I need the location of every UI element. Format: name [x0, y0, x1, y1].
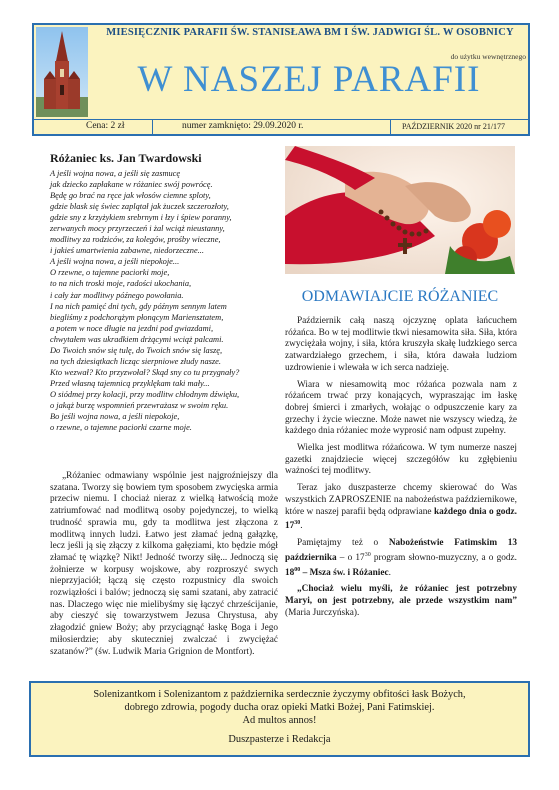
article-paragraph: Pamiętajmy też o Nabożeństwie Fatimskim 13 października – o $17^{30}$ program słowno-muzyczny, a o godz. $18^{00}$ – Msza św. i Różaniec.: [285, 538, 517, 578]
poem-line: i jakieś umartwienia zabawne, niedorzeczne...: [50, 246, 204, 256]
article-paragraph: Wiara w niesamowitą moc różańca pozwala nam z różańcem trwać przy konających, wypraszając im łaskę dobrej śmierci i zmarłych, wołając o odpuszczenie kary za grzechy i życie wieczne. Może nawet nie wszyscy wiedzą, że każdego dnia różaniec może wyprosić nam odpust zupełny.: [285, 379, 517, 437]
article-paragraph: „Chociaż wielu myśli, że różaniec jest potrzebny Maryi, on jest potrzebny, ale przede wszystkim nam” (Maria Jurczyńska).: [285, 584, 517, 618]
article-paragraph: Październik całą naszą ojczyznę oplata łańcuchem różańca. Bo w tej modlitwie tkwi niesamowita siła. Siła, która zwyciężała wojny, i siła, która kruszyła skałę ludzkiego serca zatwardziałego grzechem, i siła, która dawała ludziom uzdrowienie i wlewała w ich serca nadzieję.: [285, 316, 517, 373]
poem-line: i cały żar modlitwy późnego powołania.: [50, 290, 184, 300]
closing-date: numer zamknięto: 29.09.2020 r.: [182, 121, 304, 131]
poem-line: o jakąż burzę wspomnień przewrażasz w swoim ręku.: [50, 400, 229, 410]
poem-line: Będę go brać na ręce jak włosów ciemne sploty,: [50, 191, 211, 201]
internal-use-note: do użytku wewnętrznego: [450, 52, 526, 61]
poem-line: to na nich troski moje, radości ukochania,: [50, 279, 192, 289]
poem-line: O rzewne, o tajemne paciorki moje,: [50, 268, 170, 278]
wishes-signature: Duszpasterze i Redakcja: [228, 734, 331, 745]
poem-line: gdzie sny z krzyżykiem srebrnym i łzy i śpiew poranny,: [50, 213, 232, 223]
newsletter-title: W NASZEJ PARAFII: [137, 59, 481, 100]
poem-line: Kto wezwał? Kto przyzwołał? Skąd sny co tu przygnały?: [50, 367, 240, 377]
poem-line: gdzie blask się świec zaplątał jak żuczek szczerozłoty,: [50, 202, 229, 212]
poem-line: zerwanych mocy przyrzeczeń i żal wciąż nieustanny,: [50, 224, 225, 234]
poem-line: a potem w noce długie na jezdni pod gwiazdami,: [50, 323, 214, 333]
poem: [50, 168, 276, 433]
wishes-line: dobrego zdrowia, pogody ducha oraz opieki Matki Bożej, Pani Fatimskiej.: [124, 702, 435, 713]
poem-line: biegliśmy z podchorążym płonącym Mariensztatem,: [50, 312, 224, 322]
wishes-box: [29, 681, 530, 757]
issue-number: PAŹDZIERNIK 2020 nr 21/177: [402, 122, 506, 131]
poem-line: chwytałem was ukradkiem drżącymi wciąż palcami.: [50, 334, 224, 344]
poem-line: A jeśli wojna nowa, a jeśli się zasmucę: [50, 169, 181, 178]
poem-line: A jeśli wojna nowa, a jeśli niepokoje...: [50, 257, 180, 267]
church-photo: [36, 27, 88, 117]
info-strip: [32, 120, 530, 136]
article-paragraph: Wielka jest modlitwa różańcowa. W tym numerze naszej gazetki znajdziecie więcej szczegółów ku zgłębieniu ważności tej modlitwy.: [285, 443, 517, 477]
wishes-line: Solenizantkom i Solenizantom z października serdecznie życzymy obfitości łask Bożych,: [93, 689, 466, 700]
poem-line: na tych dziesiątkach licząc sierpniowe złudy nasze.: [50, 356, 221, 366]
wishes-line: Ad multos annos!: [242, 715, 317, 726]
poem-line: O siódmej przy kolacji, przy modlitw chłodnym dźwięku,: [50, 389, 240, 399]
parish-name: MIESIĘCZNIK PARAFII ŚW. STANISŁAWA BM I ŚW. JADWIGI ŚL. W OSOBNICY: [106, 27, 514, 38]
article-text: [285, 316, 517, 624]
poem-line: Do Twoich snów się tulę, do Twoich snów się laszę,: [50, 345, 223, 355]
poem-line: jak dziecko zapłakane w różaniec swój powrócę.: [50, 180, 213, 190]
poem-title: Różaniec ks. Jan Twardowski: [50, 151, 202, 165]
poem-line: I na nich pamięć dni tych, gdy późnym sennym latem: [50, 301, 227, 311]
poem-line: Bo jeśli wojna nowa, a jeśli niepokoje,: [50, 412, 180, 422]
price: Cena: 2 zł: [86, 121, 125, 131]
poem-line: o rzewne, o tajemne paciorki czarne moje.: [50, 423, 192, 433]
article-paragraph: Teraz jako duszpasterze chcemy skierować do Was wszystkich ZAPROSZENIE na nabożeństwa październikowe, które w naszej parafii będą odprawiane każdego dnia o godz. $17^{30}$.: [285, 483, 517, 532]
rosary-photo: [285, 146, 515, 274]
quote-text: „Różaniec odmawiany wspólnie jest najgroźniejszy dla szatana. Tworzy się bowiem tym sposobem zwycięska armia przeciw niemu. I chociaż nieraz z wielką łatwością może zatriumfować nad modlitwą osoby pojedynczej, to wielką trudność sprawia mu, gdy ta modlitwa jest złączona z modlitwą innych ludzi. Łatwo jest złamać jedną gałązkę, lecz jeśli ją się złączy z kilkoma gałęziami, kto będzie mógł złamać tę wiązkę? Nikt! Jedność tworzy siłę... Jednoczą się żołnierze w korpusy wojskowe, aby rozproszyć swych nieprzyjaciół; łączą się często rozpustnicy dla swoich rozwiązłości i balów; jednoczą się sami szatani, aby zatracić nas. Dlaczego więc nie mielibyśmy się łączyć chrześcijanie, aby cieszyć się towarzystwem Jezusa Chrystusa, aby złagodzić gniew Boży; aby przyciągnąć łaskę Boga i Jego miłosierdzie; aby skuteczniej zwalczać i zwyciężać szatanów?” (św. Ludwik Maria Grignion de Montfort).: [50, 471, 278, 657]
poem-line: Przed własną tajemnicą przyklękam taki mały...: [50, 378, 210, 388]
poem-line: modlitwy za rodziców, za kolegów, prośby wieczne,: [50, 235, 221, 245]
section-title: ODMAWIAJCIE RÓŻANIEC: [301, 288, 499, 305]
quote-block: [50, 471, 278, 658]
